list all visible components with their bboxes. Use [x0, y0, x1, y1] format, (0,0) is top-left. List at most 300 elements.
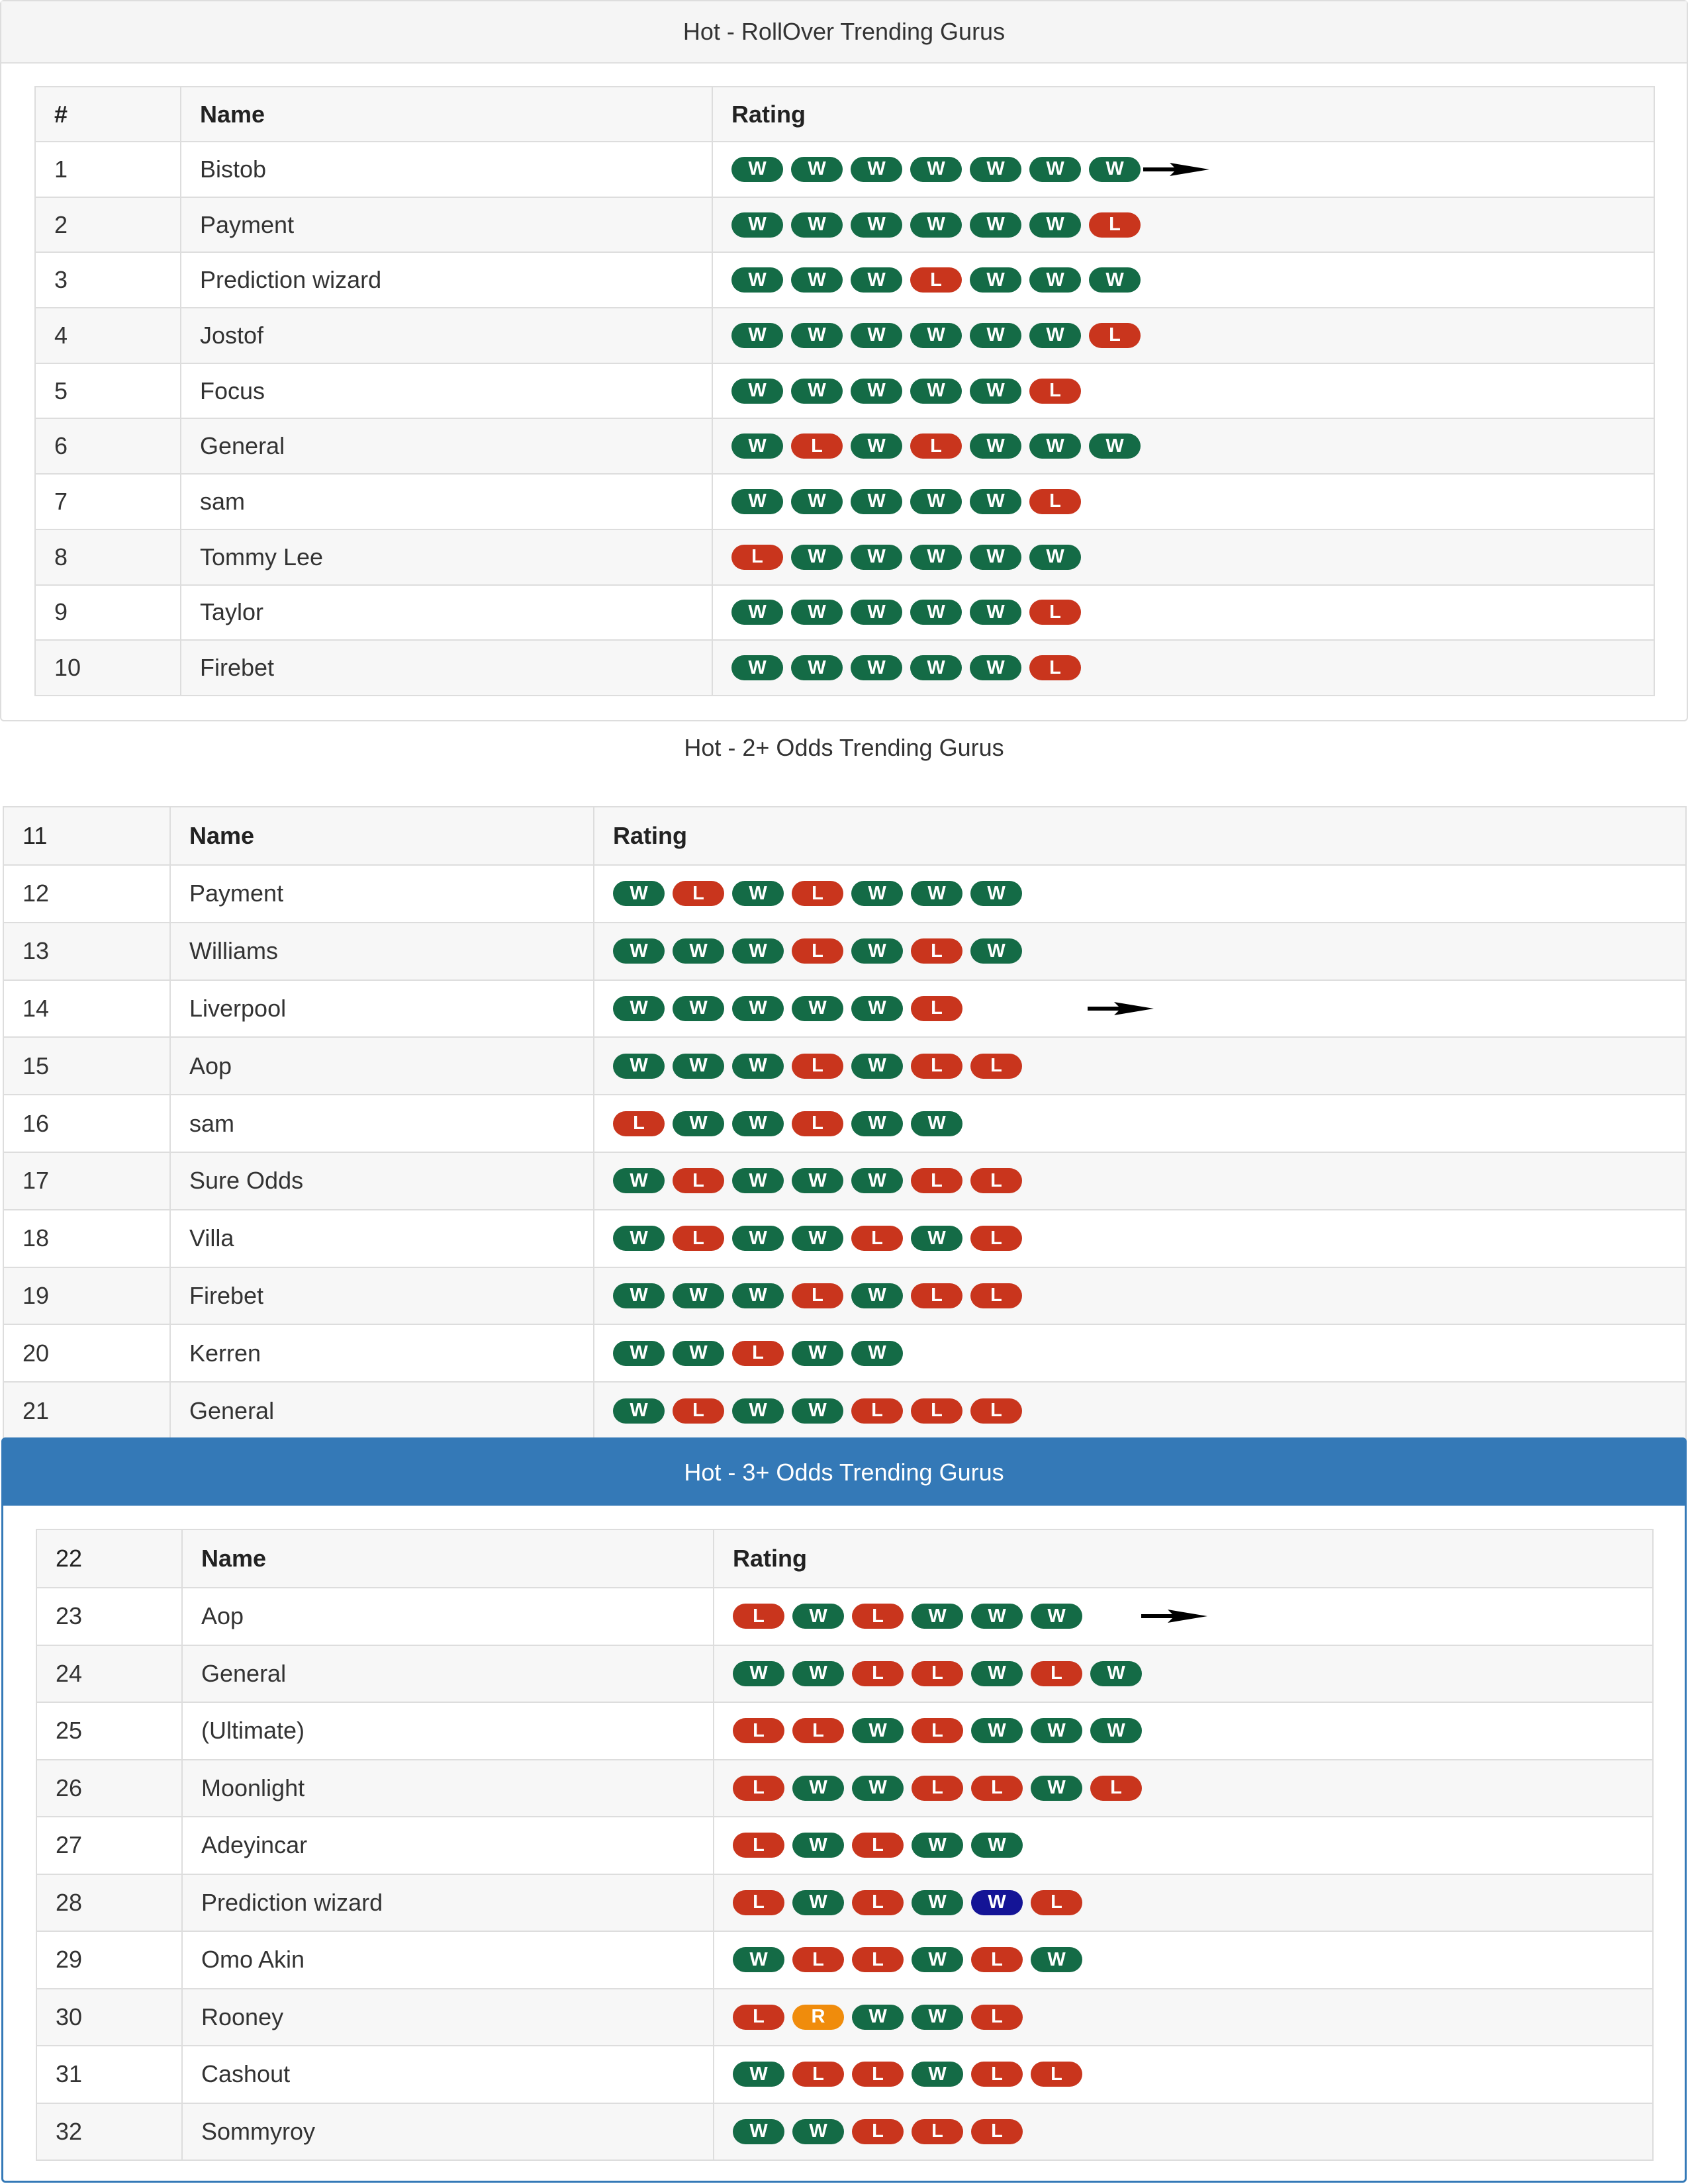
win-badge: W: [910, 489, 962, 514]
win-badge: W: [1029, 157, 1081, 182]
loss-badge: L: [1029, 379, 1081, 404]
table-row[interactable]: [36, 1588, 1653, 1645]
win-badge: W: [613, 1341, 665, 1366]
row-number: 31: [36, 2046, 182, 2103]
win-badge: W: [1031, 1776, 1082, 1801]
rating-cell: [714, 1817, 1653, 1874]
loss-badge: L: [673, 881, 724, 906]
win-badge: W: [970, 545, 1021, 570]
guru-name: Aop: [170, 1037, 594, 1095]
win-badge: W: [910, 600, 962, 625]
row-number: 1: [35, 142, 181, 197]
win-badge: W: [673, 1283, 724, 1308]
win-badge: W: [731, 489, 783, 514]
win-badge: W: [851, 379, 902, 404]
column-header-name: Name: [182, 1529, 714, 1588]
rating-cell: [714, 1760, 1653, 1817]
win-badge: W: [792, 1890, 844, 1915]
loss-badge: L: [971, 1776, 1023, 1801]
table-row[interactable]: [36, 1645, 1653, 1703]
loss-badge: L: [852, 2062, 904, 2087]
win-badge: W: [792, 1661, 844, 1686]
row-number: 17: [3, 1152, 170, 1210]
rating-badges: [733, 1890, 1652, 1915]
win-badge: W: [1031, 1718, 1082, 1743]
guru-name: Payment: [170, 865, 594, 923]
win-badge: W: [791, 157, 843, 182]
loss-badge: L: [792, 1947, 844, 1972]
win-badge: W: [911, 1111, 962, 1136]
loss-badge: L: [911, 1168, 962, 1193]
win-badge: W: [851, 267, 902, 293]
win-badge: W: [1029, 267, 1081, 293]
win-badge: W: [791, 655, 843, 680]
table-row[interactable]: [36, 1702, 1653, 1760]
loss-badge: L: [912, 1776, 963, 1801]
win-badge: W: [1031, 1604, 1082, 1629]
table-row[interactable]: [35, 197, 1654, 253]
rating-cell: [594, 1382, 1686, 1439]
loss-badge: L: [1031, 1661, 1082, 1686]
guru-name: Prediction wizard: [182, 1874, 714, 1932]
table-row[interactable]: [36, 2046, 1653, 2103]
win-badge: W: [673, 1054, 724, 1079]
win-badge: W: [1029, 212, 1081, 238]
table-row[interactable]: [35, 418, 1654, 474]
win-badge: W: [791, 600, 843, 625]
table-row[interactable]: [35, 363, 1654, 419]
rating-cell: [594, 1267, 1686, 1325]
row-number: 12: [3, 865, 170, 923]
row-number: 2: [35, 197, 181, 253]
row-number: 30: [36, 1989, 182, 2046]
table-row[interactable]: [3, 865, 1686, 923]
table-row[interactable]: [35, 474, 1654, 529]
rating-badges: [613, 1226, 1685, 1251]
win-badge: W: [1029, 545, 1081, 570]
table-row[interactable]: [35, 308, 1654, 363]
rating-badges: [731, 433, 1654, 459]
win-badge: W: [673, 1341, 724, 1366]
win-badge: W: [613, 881, 665, 906]
row-number: 3: [35, 252, 181, 308]
table-row[interactable]: [36, 1760, 1653, 1817]
table-row[interactable]: [35, 640, 1654, 696]
loss-badge: L: [971, 2005, 1023, 2030]
guru-name: Prediction wizard: [181, 252, 712, 308]
win-badge: W: [851, 545, 902, 570]
loss-badge: L: [1029, 655, 1081, 680]
win-badge: W: [851, 323, 902, 348]
loss-badge: L: [911, 1054, 962, 1079]
win-badge: W: [970, 489, 1021, 514]
rating-badges: [613, 1111, 1685, 1136]
loss-badge: L: [792, 881, 843, 906]
win-badge: W: [971, 1890, 1023, 1915]
table-row[interactable]: [36, 1817, 1653, 1874]
rating-badges: [731, 655, 1654, 680]
loss-badge: L: [731, 545, 783, 570]
rating-badges: [613, 1398, 1685, 1424]
table-row[interactable]: [36, 2103, 1653, 2161]
table-header-row: [36, 1529, 1653, 1588]
win-badge: W: [1031, 1947, 1082, 1972]
arrow-right-icon: [1088, 1001, 1154, 1017]
rating-badges: [731, 600, 1654, 625]
row-number: 7: [35, 474, 181, 529]
loss-badge: L: [673, 1226, 724, 1251]
row-number: 27: [36, 1817, 182, 1874]
win-badge: W: [1090, 1718, 1142, 1743]
win-badge: W: [910, 212, 962, 238]
rating-cell: [714, 1588, 1653, 1645]
win-badge: W: [731, 600, 783, 625]
win-badge: W: [851, 1341, 903, 1366]
win-badge: W: [912, 1890, 963, 1915]
row-number: 28: [36, 1874, 182, 1932]
rating-cell: [594, 1210, 1686, 1267]
table-row[interactable]: [35, 529, 1654, 585]
win-badge: W: [851, 1168, 903, 1193]
guru-name: Adeyincar: [182, 1817, 714, 1874]
win-badge: W: [970, 600, 1021, 625]
rating-badges: [731, 489, 1654, 514]
loss-badge: L: [1089, 212, 1141, 238]
win-badge: W: [673, 996, 724, 1021]
win-badge: W: [613, 1054, 665, 1079]
loss-badge: L: [673, 1398, 724, 1424]
loss-badge: L: [733, 1604, 784, 1629]
rating-cell: [714, 1702, 1653, 1760]
win-badge: W: [970, 267, 1021, 293]
rating-cell: [714, 2046, 1653, 2103]
win-badge: W: [852, 1718, 904, 1743]
guru-name: Firebet: [170, 1267, 594, 1325]
rating-cell: [594, 1095, 1686, 1152]
guru-name: sam: [181, 474, 712, 529]
rating-badges: [733, 1947, 1652, 1972]
rating-cell: [714, 2103, 1653, 2161]
rating-cell: [714, 1931, 1653, 1989]
row-number: 18: [3, 1210, 170, 1267]
rating-cell: [594, 923, 1686, 980]
guru-name: General: [170, 1382, 594, 1439]
row-number: 5: [35, 363, 181, 419]
table-row[interactable]: [3, 1037, 1686, 1095]
loss-badge: L: [792, 1283, 843, 1308]
table-row[interactable]: [3, 1382, 1686, 1439]
row-number: 26: [36, 1760, 182, 1817]
rating-cell: [594, 1037, 1686, 1095]
win-badge: W: [732, 1111, 784, 1136]
win-badge: W: [731, 267, 783, 293]
win-badge: W: [851, 1111, 903, 1136]
win-badge: W: [733, 2119, 784, 2144]
loss-badge: L: [852, 1661, 904, 1686]
loss-badge: L: [970, 1283, 1022, 1308]
rating-cell: [712, 585, 1654, 641]
loss-badge: L: [911, 1398, 962, 1424]
column-header-number: 11: [3, 807, 170, 865]
rating-badges: [613, 1168, 1685, 1193]
loss-badge: L: [792, 2062, 844, 2087]
win-badge: W: [852, 2005, 904, 2030]
guru-name: General: [181, 418, 712, 474]
win-badge: W: [792, 1398, 843, 1424]
table-row[interactable]: [3, 1095, 1686, 1152]
arrow-right-icon: [1143, 161, 1209, 177]
column-header-number: 22: [36, 1529, 182, 1588]
rating-badges: [733, 2005, 1652, 2030]
win-badge: W: [732, 1226, 784, 1251]
rating-cell: [712, 363, 1654, 419]
loss-badge: L: [971, 2062, 1023, 2087]
rating-badges: [733, 1833, 1652, 1858]
column-header-rating: Rating: [594, 807, 1686, 865]
win-badge: W: [792, 1776, 844, 1801]
win-badge: W: [851, 1283, 903, 1308]
win-badge: W: [613, 1168, 665, 1193]
win-badge: W: [732, 881, 784, 906]
rating-badges: [731, 545, 1654, 570]
win-badge: W: [912, 2062, 963, 2087]
win-badge: W: [970, 323, 1021, 348]
guru-name: Focus: [181, 363, 712, 419]
win-badge: W: [613, 1398, 665, 1424]
column-header-number: #: [35, 87, 181, 142]
win-badge: W: [851, 881, 903, 906]
win-badge: W: [912, 1833, 963, 1858]
rating-badges: [613, 1054, 1685, 1079]
win-badge: W: [910, 323, 962, 348]
refund-badge: R: [792, 2005, 844, 2030]
table-row[interactable]: [3, 980, 1686, 1038]
rating-badges: [733, 2062, 1652, 2087]
two-odds-table: [3, 806, 1687, 1440]
win-badge: W: [970, 379, 1021, 404]
win-badge: W: [1029, 433, 1081, 459]
win-badge: W: [732, 996, 784, 1021]
win-badge: W: [792, 1168, 843, 1193]
win-badge: W: [970, 881, 1022, 906]
rating-cell: [712, 640, 1654, 696]
win-badge: W: [851, 157, 902, 182]
win-badge: W: [731, 212, 783, 238]
win-badge: W: [970, 938, 1022, 964]
loss-badge: L: [912, 1718, 963, 1743]
win-badge: W: [613, 1283, 665, 1308]
loss-badge: L: [851, 1226, 903, 1251]
row-number: 4: [35, 308, 181, 363]
win-badge: W: [970, 157, 1021, 182]
win-badge: W: [851, 938, 903, 964]
loss-badge: L: [910, 267, 962, 293]
win-badge: W: [851, 996, 903, 1021]
loss-badge: L: [852, 2119, 904, 2144]
row-number: 19: [3, 1267, 170, 1325]
loss-badge: L: [970, 1398, 1022, 1424]
win-badge: W: [851, 212, 902, 238]
win-badge: W: [910, 545, 962, 570]
table-row[interactable]: [3, 1267, 1686, 1325]
loss-badge: L: [1089, 323, 1141, 348]
row-number: 14: [3, 980, 170, 1038]
win-badge: W: [910, 655, 962, 680]
win-badge: W: [613, 938, 665, 964]
panel-title: Hot - RollOver Trending Gurus: [1, 1, 1687, 64]
win-badge: W: [910, 157, 962, 182]
loss-badge: L: [1090, 1776, 1142, 1801]
row-number: 10: [35, 640, 181, 696]
rating-badges: [613, 881, 1685, 906]
guru-name: Cashout: [182, 2046, 714, 2103]
column-header-name: Name: [170, 807, 594, 865]
win-badge: W: [791, 379, 843, 404]
win-badge: W: [792, 996, 843, 1021]
rating-badges: [613, 938, 1685, 964]
panel-title: Hot - 2+ Odds Trending Gurus: [684, 734, 1004, 761]
guru-name: Sure Odds: [170, 1152, 594, 1210]
table-header-row: [3, 807, 1686, 865]
rating-badges: [731, 323, 1654, 348]
table-row[interactable]: [3, 1152, 1686, 1210]
table-row[interactable]: [36, 1989, 1653, 2046]
row-number: 32: [36, 2103, 182, 2161]
loss-badge: L: [792, 1111, 843, 1136]
table-header-row: [35, 87, 1654, 142]
rating-badges: [613, 1341, 1685, 1366]
row-number: 16: [3, 1095, 170, 1152]
win-badge: W: [792, 1226, 843, 1251]
rating-cell: [714, 1645, 1653, 1703]
win-badge: W: [791, 267, 843, 293]
loss-badge: L: [910, 433, 962, 459]
loss-badge: L: [791, 433, 843, 459]
win-badge: W: [733, 2062, 784, 2087]
rating-cell: [714, 1989, 1653, 2046]
rating-badges: [731, 267, 1654, 293]
win-badge: W: [1090, 1661, 1142, 1686]
three-odds-table: [36, 1529, 1654, 2161]
guru-name: Rooney: [182, 1989, 714, 2046]
rollover-table: [34, 86, 1655, 696]
row-number: 29: [36, 1931, 182, 1989]
win-badge: W: [971, 1718, 1023, 1743]
loss-badge: L: [911, 938, 962, 964]
arrow-right-icon: [1141, 1608, 1207, 1624]
rating-badges: [733, 2119, 1652, 2144]
win-badge: W: [791, 545, 843, 570]
loss-badge: L: [673, 1168, 724, 1193]
table-row[interactable]: [35, 142, 1654, 197]
win-badge: W: [732, 1168, 784, 1193]
loss-badge: L: [1031, 2062, 1082, 2087]
guru-name: Bistob: [181, 142, 712, 197]
column-header-rating: Rating: [714, 1529, 1653, 1588]
loss-badge: L: [792, 1054, 843, 1079]
win-badge: W: [673, 1111, 724, 1136]
loss-badge: L: [733, 1890, 784, 1915]
win-badge: W: [792, 2119, 844, 2144]
win-badge: W: [791, 489, 843, 514]
win-badge: W: [733, 1947, 784, 1972]
rating-badges: [731, 379, 1654, 404]
win-badge: W: [613, 996, 665, 1021]
loss-badge: L: [912, 1661, 963, 1686]
win-badge: W: [792, 1833, 844, 1858]
row-number: 23: [36, 1588, 182, 1645]
rating-cell: [712, 142, 1654, 197]
rating-cell: [594, 1324, 1686, 1382]
row-number: 21: [3, 1382, 170, 1439]
guru-name: Williams: [170, 923, 594, 980]
win-badge: W: [732, 1283, 784, 1308]
table-row[interactable]: [35, 585, 1654, 641]
win-badge: W: [971, 1604, 1023, 1629]
win-badge: W: [732, 1398, 784, 1424]
rating-cell: [594, 980, 1686, 1038]
guru-name: Villa: [170, 1210, 594, 1267]
win-badge: W: [731, 379, 783, 404]
win-badge: W: [731, 655, 783, 680]
loss-badge: L: [970, 1226, 1022, 1251]
win-badge: W: [1089, 267, 1141, 293]
row-number: 24: [36, 1645, 182, 1703]
rating-cell: [714, 1874, 1653, 1932]
win-badge: W: [731, 323, 783, 348]
guru-name: Tommy Lee: [181, 529, 712, 585]
loss-badge: L: [852, 1604, 904, 1629]
win-badge: W: [731, 433, 783, 459]
win-badge: W: [851, 433, 902, 459]
loss-badge: L: [971, 1947, 1023, 1972]
win-badge: W: [732, 938, 784, 964]
guru-name: Taylor: [181, 585, 712, 641]
win-badge: W: [792, 1604, 844, 1629]
loss-badge: L: [971, 2119, 1023, 2144]
table-row[interactable]: [3, 1210, 1686, 1267]
win-badge: W: [971, 1661, 1023, 1686]
win-badge: W: [970, 655, 1021, 680]
rating-badges: [731, 212, 1654, 238]
loss-badge: L: [970, 1168, 1022, 1193]
loss-badge: L: [852, 1947, 904, 1972]
table-row[interactable]: [35, 252, 1654, 308]
column-header-name: Name: [181, 87, 712, 142]
row-number: 13: [3, 923, 170, 980]
rating-badges: [733, 1776, 1652, 1801]
table-row[interactable]: [3, 1324, 1686, 1382]
win-badge: W: [792, 1341, 843, 1366]
rating-cell: [594, 865, 1686, 923]
guru-name: Kerren: [170, 1324, 594, 1382]
win-badge: W: [791, 323, 843, 348]
win-badge: W: [733, 1661, 784, 1686]
rating-cell: [712, 474, 1654, 529]
win-badge: W: [613, 1226, 665, 1251]
guru-name: Jostof: [181, 308, 712, 363]
column-header-rating: Rating: [712, 87, 1654, 142]
guru-name: sam: [170, 1095, 594, 1152]
table-row[interactable]: [36, 1874, 1653, 1932]
row-number: 15: [3, 1037, 170, 1095]
table-row[interactable]: [36, 1931, 1653, 1989]
win-badge: W: [970, 212, 1021, 238]
win-badge: W: [971, 1833, 1023, 1858]
loss-badge: L: [852, 1833, 904, 1858]
table-row[interactable]: [3, 923, 1686, 980]
win-badge: W: [852, 1776, 904, 1801]
